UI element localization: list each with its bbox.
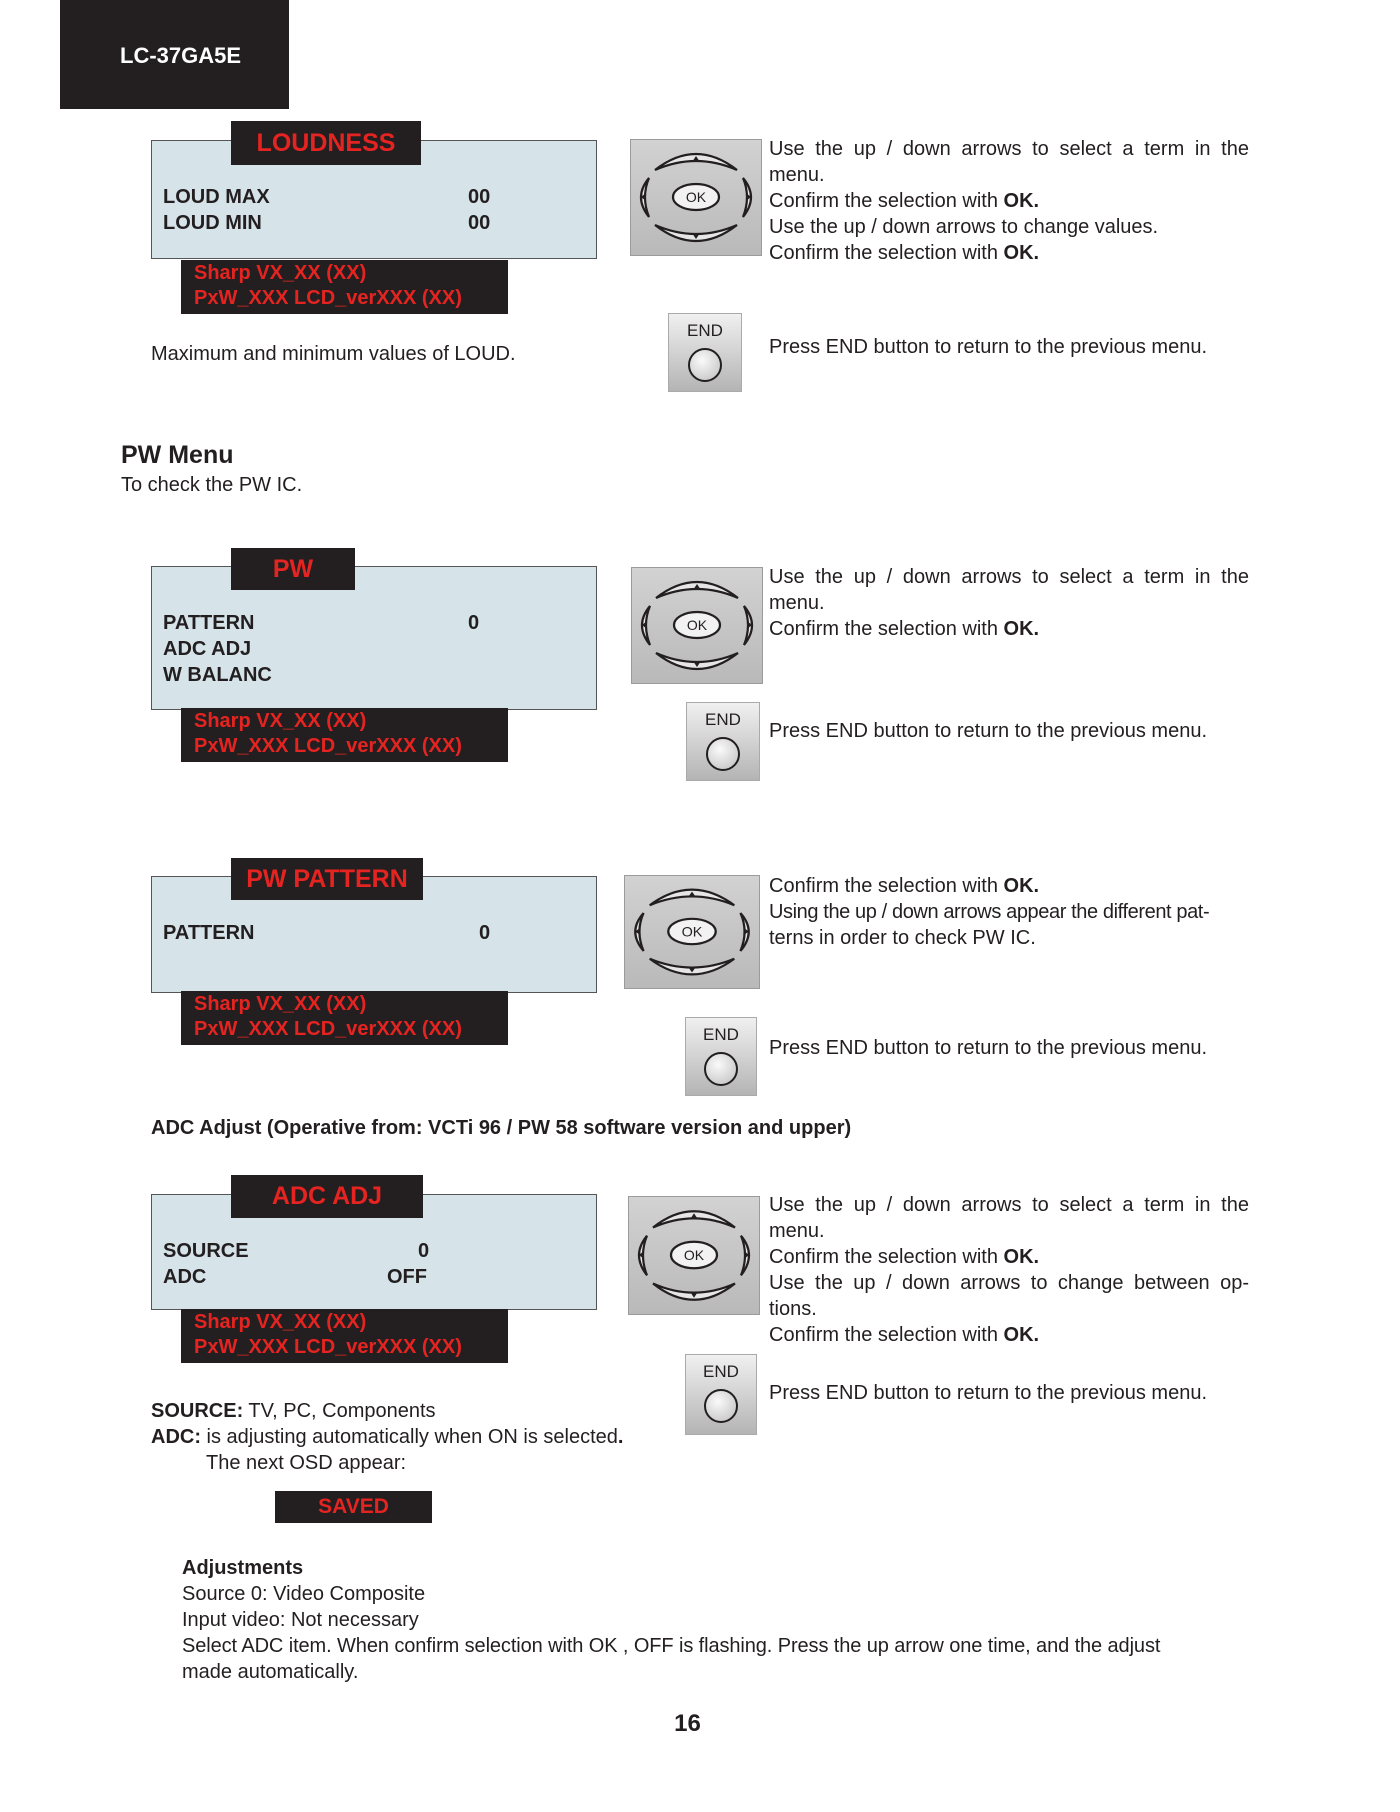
osd-row-label: W BALANC — [163, 664, 272, 686]
instruction-line: menu. — [769, 1220, 825, 1242]
page-number: 16 — [674, 1710, 701, 1737]
adc-note: ADC: is adjusting automatically when ON is selected. — [151, 1426, 624, 1448]
instruction-line: Confirm the selection with OK. — [769, 618, 1040, 640]
instruction-line: tions. — [769, 1298, 817, 1320]
adjustments-line: Source 0: Video Composite — [182, 1583, 426, 1605]
version-line: PxW_XXX LCD_verXXX (XX) — [194, 735, 462, 757]
osd-row-label: PATTERN — [163, 922, 255, 944]
nav-pad-graphic — [629, 1197, 759, 1314]
adc-instructions — [769, 1192, 1249, 1348]
ok-button-icon: OK — [683, 1246, 705, 1264]
instruction-line: Confirm the selection with OK. — [769, 190, 1040, 212]
osd-version-footer — [181, 991, 508, 1045]
end-button-icon: END — [668, 313, 742, 392]
osd-title: PW — [231, 548, 355, 590]
ok-button-icon: OK — [681, 923, 703, 940]
instruction-line: menu. — [769, 164, 825, 186]
version-line: Sharp VX_XX (XX) — [194, 1311, 367, 1333]
osd-row-value: 0 — [468, 612, 480, 634]
version-line: PxW_XXX LCD_verXXX (XX) — [194, 1336, 462, 1358]
source-note: SOURCE: TV, PC, Components — [151, 1400, 436, 1422]
instruction-line: Confirm the selection with OK. — [769, 875, 1040, 897]
osd-row-label: ADC ADJ — [163, 638, 252, 660]
version-line: PxW_XXX LCD_verXXX (XX) — [194, 1018, 462, 1040]
osd-row-value: 00 — [468, 186, 491, 208]
adjustments-line: Input video: Not necessary — [182, 1609, 419, 1631]
adc-section-heading: ADC Adjust (Operative from: VCTi 96 / PW 58 software version and upper) — [151, 1117, 852, 1139]
osd-row-value: 00 — [468, 212, 491, 234]
instruction-line: Confirm the selection with OK. — [769, 1246, 1040, 1268]
model-name: LC-37GA5E — [120, 43, 242, 68]
instruction-line: Confirm the selection with OK. — [769, 1324, 1040, 1346]
end-instruction: Press END button to return to the previous menu. — [769, 336, 1207, 358]
osd-row-value: OFF — [387, 1266, 427, 1288]
instruction-line: Confirm the selection with OK. — [769, 242, 1040, 264]
osd-version-footer — [181, 260, 508, 314]
adc-notes — [151, 1398, 623, 1476]
osd-row-label: PATTERN — [163, 612, 255, 634]
adjustments-title: Adjustments — [182, 1557, 304, 1579]
instruction-line: Use the up / down arrows to change between op- — [769, 1272, 1249, 1294]
remote-nav-pad — [624, 875, 760, 989]
osd-row-value: 0 — [418, 1240, 430, 1262]
osd-title: PW PATTERN — [231, 858, 423, 900]
osd-version-footer — [181, 1309, 508, 1363]
section-subheading: To check the PW IC. — [121, 474, 303, 496]
osd-row-label: ADC — [163, 1266, 207, 1288]
nav-pad-graphic — [632, 568, 762, 683]
ok-button-icon: OK — [686, 617, 708, 633]
instruction-line: Use the up / down arrows to select a term in the — [769, 1194, 1249, 1216]
adjustments-line: Select ADC item. When confirm selection with OK , OFF is flashing. Press the up arrow one time, and the adjust — [182, 1635, 1161, 1657]
ok-button-icon: OK — [685, 189, 707, 205]
osd-row-value: 0 — [479, 922, 491, 944]
next-osd-note: The next OSD appear: — [206, 1452, 407, 1474]
version-line: Sharp VX_XX (XX) — [194, 262, 367, 284]
instruction-line: Use the up / down arrows to select a term in the — [769, 138, 1249, 160]
version-line: PxW_XXX LCD_verXXX (XX) — [194, 287, 462, 309]
end-button-icon: END — [686, 702, 760, 781]
adjustments-line: made automatically. — [182, 1661, 359, 1683]
osd-title: LOUDNESS — [231, 121, 421, 165]
version-line: Sharp VX_XX (XX) — [194, 710, 367, 732]
model-badge — [60, 0, 289, 109]
remote-nav-pad — [631, 567, 763, 684]
remote-nav-pad — [630, 139, 762, 256]
remote-nav-pad — [628, 1196, 760, 1315]
loudness-instructions — [769, 136, 1249, 266]
end-button-icon: END — [685, 1017, 757, 1096]
osd-row-label: LOUD MAX — [163, 186, 270, 208]
osd-title: ADC ADJ — [231, 1175, 423, 1218]
end-instruction: Press END button to return to the previous menu. — [769, 720, 1207, 742]
pw-pattern-instructions — [769, 873, 1249, 951]
pw-instructions — [769, 564, 1249, 642]
instruction-line: Use the up / down arrows to change values. — [769, 216, 1159, 238]
nav-pad-graphic — [631, 140, 761, 255]
end-button-icon: END — [685, 1354, 757, 1435]
instruction-line: menu. — [769, 592, 825, 614]
section-heading: PW Menu — [121, 441, 234, 469]
end-instruction: Press END button to return to the previous menu. — [769, 1037, 1207, 1059]
version-line: Sharp VX_XX (XX) — [194, 993, 367, 1015]
instruction-line: Using the up / down arrows appear the different pat- — [769, 901, 1210, 923]
osd-row-label: LOUD MIN — [163, 212, 262, 234]
loudness-caption: Maximum and minimum values of LOUD. — [151, 343, 516, 365]
saved-osd: SAVED — [275, 1491, 432, 1523]
instruction-line: Use the up / down arrows to select a term in the — [769, 566, 1249, 588]
adjustments-block — [182, 1555, 1252, 1685]
end-instruction: Press END button to return to the previous menu. — [769, 1382, 1207, 1404]
osd-version-footer — [181, 708, 508, 762]
osd-row-label: SOURCE — [163, 1240, 249, 1262]
nav-pad-graphic — [625, 876, 759, 988]
instruction-line: terns in order to check PW IC. — [769, 927, 1036, 949]
